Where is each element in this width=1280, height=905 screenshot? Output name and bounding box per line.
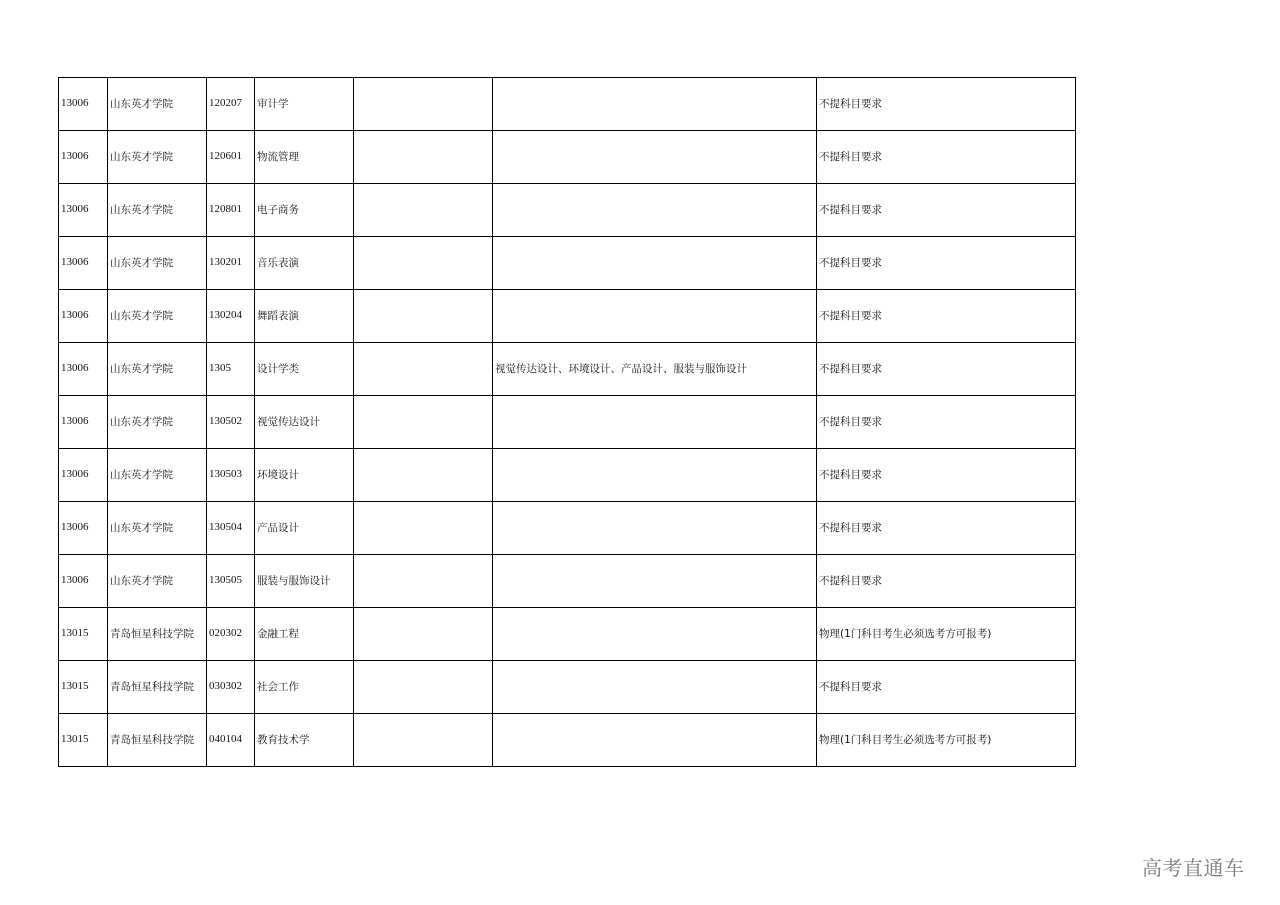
empty-cell <box>354 131 493 184</box>
table-row <box>59 608 1076 661</box>
major-code-cell: 040104 <box>207 714 255 767</box>
subject-requirement-cell: 不提科目要求 <box>817 555 1076 608</box>
empty-cell <box>354 661 493 714</box>
subject-requirement-cell: 不提科目要求 <box>817 290 1076 343</box>
school-name-cell: 山东英才学院 <box>108 449 207 502</box>
school-code-cell: 13006 <box>59 131 108 184</box>
major-name-cell: 社会工作 <box>255 661 354 714</box>
empty-cell <box>354 555 493 608</box>
table-row <box>59 555 1076 608</box>
table-row <box>59 184 1076 237</box>
table-row <box>59 343 1076 396</box>
school-code-cell: 13006 <box>59 290 108 343</box>
table-row <box>59 290 1076 343</box>
major-code-cell: 1305 <box>207 343 255 396</box>
included-majors-cell <box>493 714 817 767</box>
school-code-cell: 13015 <box>59 714 108 767</box>
major-name-cell: 产品设计 <box>255 502 354 555</box>
school-name-cell: 山东英才学院 <box>108 290 207 343</box>
included-majors-cell <box>493 608 817 661</box>
subject-requirement-cell: 不提科目要求 <box>817 237 1076 290</box>
empty-cell <box>354 502 493 555</box>
school-code-cell: 13006 <box>59 184 108 237</box>
empty-cell <box>354 608 493 661</box>
table-row <box>59 502 1076 555</box>
major-code-cell: 130204 <box>207 290 255 343</box>
empty-cell <box>354 714 493 767</box>
table-row <box>59 449 1076 502</box>
major-name-cell: 设计学类 <box>255 343 354 396</box>
included-majors-cell <box>493 449 817 502</box>
major-code-cell: 120207 <box>207 78 255 131</box>
school-name-cell: 青岛恒星科技学院 <box>108 661 207 714</box>
major-name-cell: 视觉传达设计 <box>255 396 354 449</box>
school-name-cell: 青岛恒星科技学院 <box>108 714 207 767</box>
empty-cell <box>354 290 493 343</box>
empty-cell <box>354 78 493 131</box>
table-row <box>59 661 1076 714</box>
school-name-cell: 青岛恒星科技学院 <box>108 608 207 661</box>
table-row <box>59 396 1076 449</box>
included-majors-cell: 视觉传达设计、环境设计、产品设计、服装与服饰设计 <box>493 343 817 396</box>
school-code-cell: 13015 <box>59 661 108 714</box>
subject-requirement-cell: 不提科目要求 <box>817 502 1076 555</box>
major-name-cell: 环境设计 <box>255 449 354 502</box>
watermark-text: 高考直通车 <box>1142 856 1245 880</box>
included-majors-cell <box>493 290 817 343</box>
major-name-cell: 审计学 <box>255 78 354 131</box>
school-code-cell: 13006 <box>59 343 108 396</box>
school-code-cell: 13006 <box>59 502 108 555</box>
school-name-cell: 山东英才学院 <box>108 555 207 608</box>
included-majors-cell <box>493 555 817 608</box>
subject-requirement-cell: 不提科目要求 <box>817 396 1076 449</box>
major-code-cell: 130503 <box>207 449 255 502</box>
included-majors-cell <box>493 78 817 131</box>
major-name-cell: 舞蹈表演 <box>255 290 354 343</box>
school-name-cell: 山东英才学院 <box>108 343 207 396</box>
included-majors-cell <box>493 396 817 449</box>
empty-cell <box>354 449 493 502</box>
subject-requirement-cell: 不提科目要求 <box>817 661 1076 714</box>
major-name-cell: 教育技术学 <box>255 714 354 767</box>
school-name-cell: 山东英才学院 <box>108 396 207 449</box>
school-code-cell: 13006 <box>59 237 108 290</box>
major-code-cell: 130504 <box>207 502 255 555</box>
table-row <box>59 131 1076 184</box>
school-code-cell: 13006 <box>59 555 108 608</box>
table-row <box>59 714 1076 767</box>
major-code-cell: 130502 <box>207 396 255 449</box>
major-name-cell: 音乐表演 <box>255 237 354 290</box>
table-body <box>59 78 1076 767</box>
empty-cell <box>354 184 493 237</box>
subject-requirement-cell: 不提科目要求 <box>817 131 1076 184</box>
major-code-cell: 120601 <box>207 131 255 184</box>
subject-requirement-cell: 不提科目要求 <box>817 343 1076 396</box>
included-majors-cell <box>493 502 817 555</box>
included-majors-cell <box>493 131 817 184</box>
major-code-cell: 130201 <box>207 237 255 290</box>
school-code-cell: 13006 <box>59 78 108 131</box>
subject-requirement-table <box>58 77 1076 767</box>
subject-requirement-cell: 物理(1门科目考生必须选考方可报考) <box>817 714 1076 767</box>
major-name-cell: 服装与服饰设计 <box>255 555 354 608</box>
school-code-cell: 13006 <box>59 396 108 449</box>
subject-requirement-cell: 不提科目要求 <box>817 184 1076 237</box>
included-majors-cell <box>493 237 817 290</box>
included-majors-cell <box>493 661 817 714</box>
school-code-cell: 13015 <box>59 608 108 661</box>
subject-requirement-cell: 不提科目要求 <box>817 449 1076 502</box>
major-code-cell: 020302 <box>207 608 255 661</box>
school-name-cell: 山东英才学院 <box>108 237 207 290</box>
empty-cell <box>354 343 493 396</box>
major-code-cell: 030302 <box>207 661 255 714</box>
major-code-cell: 120801 <box>207 184 255 237</box>
major-name-cell: 物流管理 <box>255 131 354 184</box>
subject-requirement-cell: 不提科目要求 <box>817 78 1076 131</box>
table-row <box>59 78 1076 131</box>
subject-requirement-cell: 物理(1门科目考生必须选考方可报考) <box>817 608 1076 661</box>
empty-cell <box>354 237 493 290</box>
school-name-cell: 山东英才学院 <box>108 184 207 237</box>
table-row <box>59 237 1076 290</box>
major-name-cell: 金融工程 <box>255 608 354 661</box>
major-code-cell: 130505 <box>207 555 255 608</box>
major-name-cell: 电子商务 <box>255 184 354 237</box>
included-majors-cell <box>493 184 817 237</box>
empty-cell <box>354 396 493 449</box>
school-code-cell: 13006 <box>59 449 108 502</box>
school-name-cell: 山东英才学院 <box>108 502 207 555</box>
school-name-cell: 山东英才学院 <box>108 78 207 131</box>
school-name-cell: 山东英才学院 <box>108 131 207 184</box>
